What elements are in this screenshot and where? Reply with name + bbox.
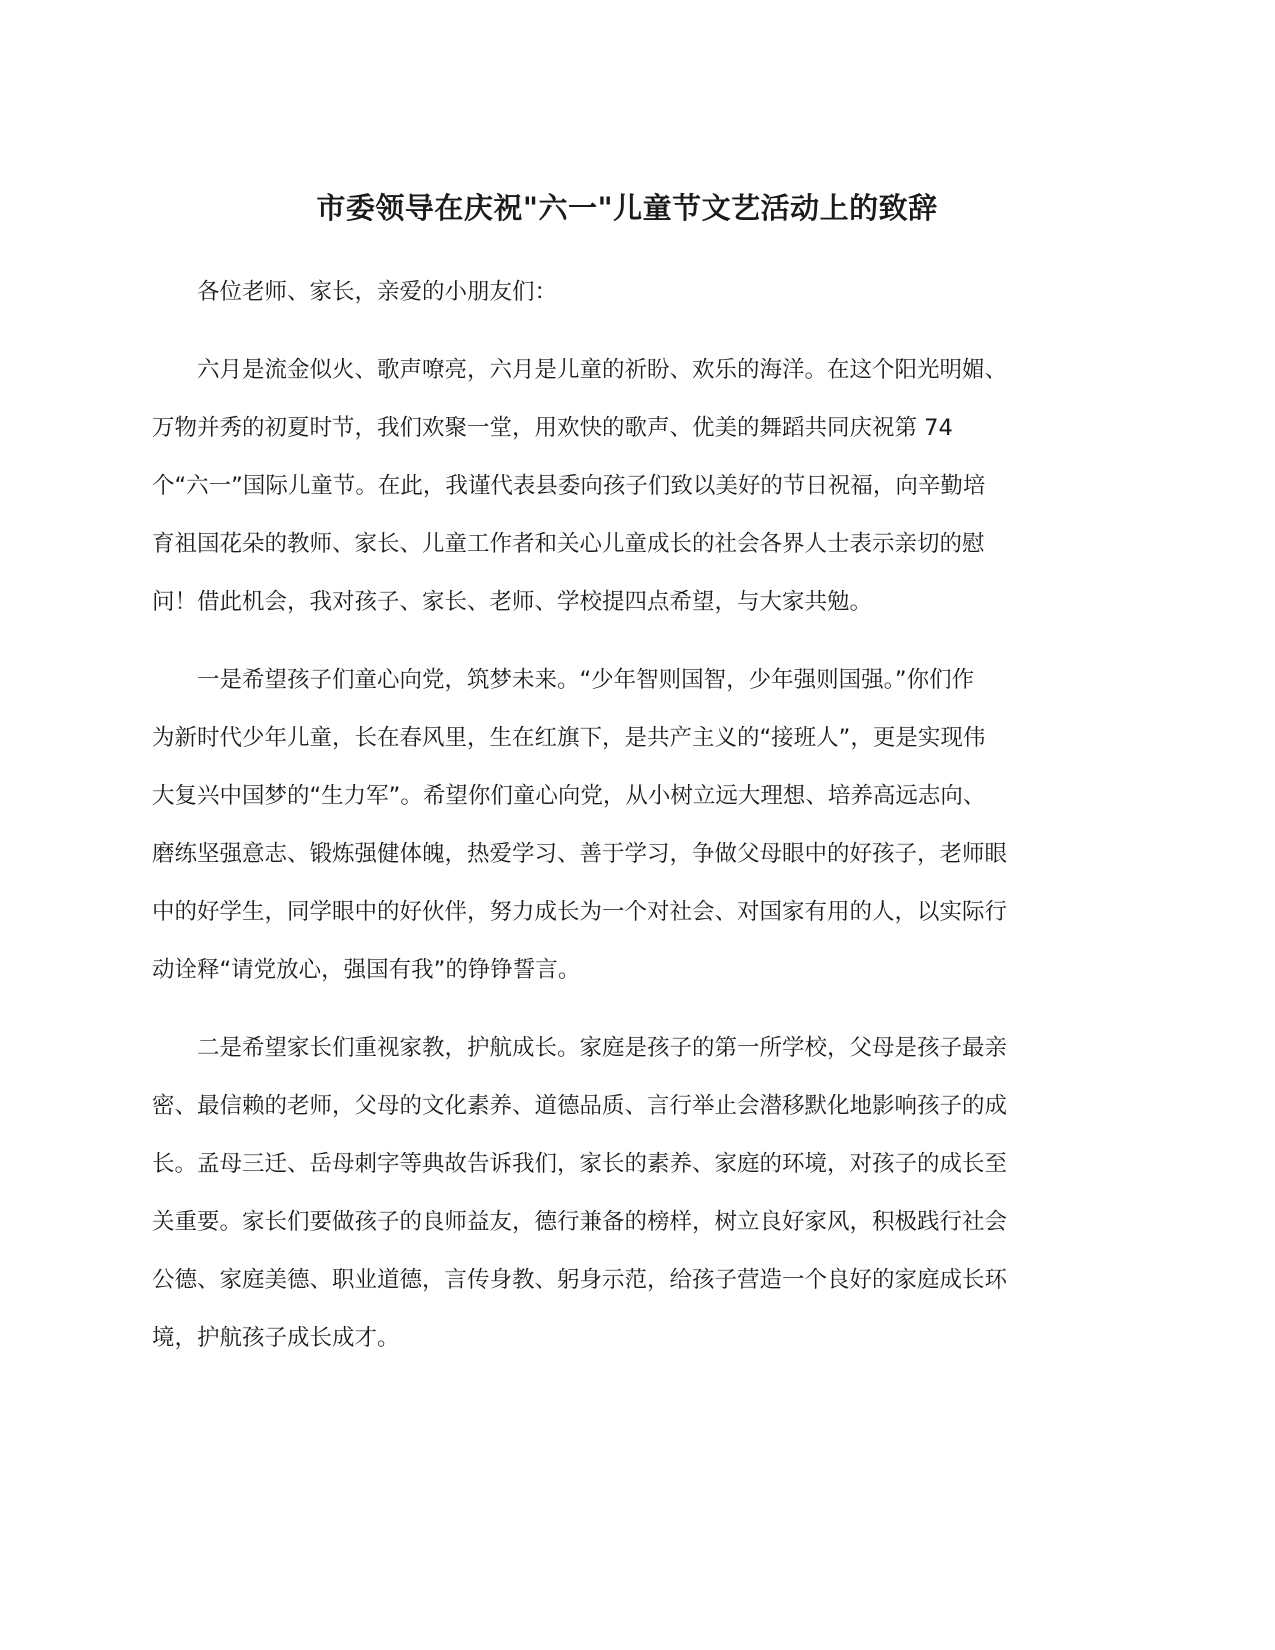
paragraph-line: 长。孟母三迁、岳母刺字等典故告诉我们，家长的素养、家庭的环境，对孩子的成长至 [152, 1151, 1008, 1177]
paragraph-line: 公德、家庭美德、职业道德，言传身教、躬身示范，给孩子营造一个良好的家庭成长环 [152, 1267, 1008, 1293]
paragraph-line: 磨练坚强意志、锻炼强健体魄，热爱学习、善于学习，争做父母眼中的好孩子，老师眼 [152, 841, 1008, 867]
paragraph-line: 育祖国花朵的教师、家长、儿童工作者和关心儿童成长的社会各界人士表示亲切的慰 [152, 531, 985, 557]
paragraph-1 [152, 341, 1102, 631]
salutation [152, 263, 1102, 321]
paragraph-line: 境，护航孩子成长成才。 [152, 1325, 400, 1351]
paragraph-line: 六月是流金似火、歌声嘹亮，六月是儿童的祈盼、欢乐的海洋。在这个阳光明媚、 [197, 357, 1008, 383]
document-title: 市委领导在庆祝"六一"儿童节文艺活动上的致辞 [316, 191, 938, 225]
paragraph-line: 动诠释“请党放心，强国有我”的铮铮誓言。 [152, 957, 581, 983]
paragraph-line: 中的好学生，同学眼中的好伙伴，努力成长为一个对社会、对国家有用的人，以实际行 [152, 899, 1008, 925]
paragraph-2 [152, 651, 1102, 999]
salutation-line: 各位老师、家长，亲爱的小朋友们： [197, 279, 558, 305]
paragraph-line: 一是希望孩子们童心向党，筑梦未来。“少年智则国智，少年强则国强。”你们作 [197, 667, 975, 693]
paragraph-line: 为新时代少年儿童，长在春风里，生在红旗下，是共产主义的“接班人”，更是实现伟 [152, 725, 986, 751]
paragraph-line: 问！借此机会，我对孩子、家长、老师、学校提四点希望，与大家共勉。 [152, 589, 873, 615]
paragraph-line: 二是希望家长们重视家教，护航成长。家庭是孩子的第一所学校，父母是孩子最亲 [197, 1035, 1008, 1061]
document-page [152, 188, 1102, 1387]
paragraph-3 [152, 1019, 1102, 1367]
paragraph-line: 万物并秀的初夏时节，我们欢聚一堂，用欢快的歌声、优美的舞蹈共同庆祝第 74 [152, 415, 953, 441]
paragraph-line: 关重要。家长们要做孩子的良师益友，德行兼备的榜样，树立良好家风，积极践行社会 [152, 1209, 1008, 1235]
paragraph-line: 密、最信赖的老师，父母的文化素养、道德品质、言行举止会潜移默化地影响孩子的成 [152, 1093, 1008, 1119]
paragraph-line: 大复兴中国梦的“生力军”。希望你们童心向党，从小树立远大理想、培养高远志向、 [152, 783, 986, 809]
paragraph-line: 个“六一”国际儿童节。在此，我谨代表县委向孩子们致以美好的节日祝福，向辛勤培 [152, 473, 986, 499]
